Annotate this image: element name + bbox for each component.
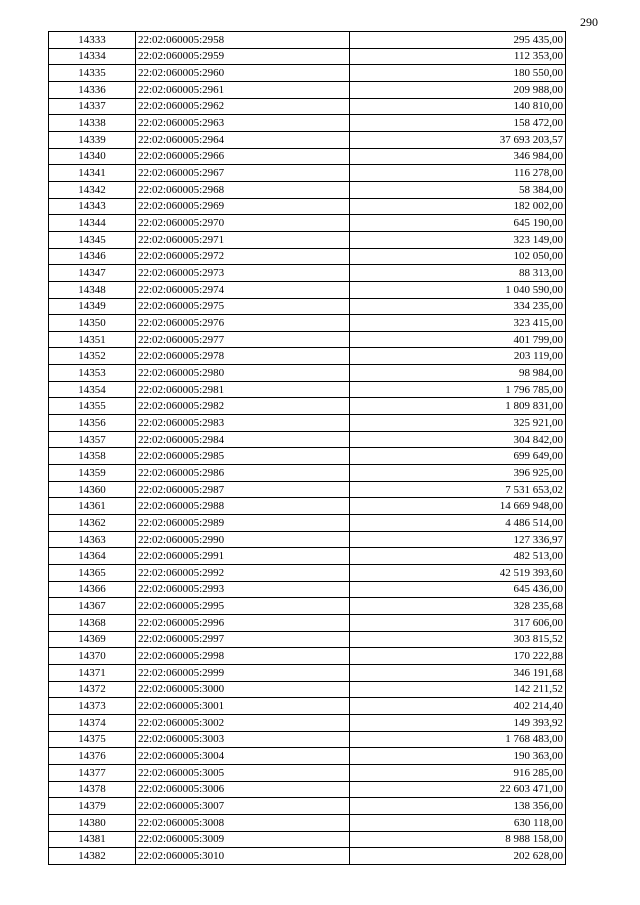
cadastral-value-cell: 4 486 514,00 (350, 515, 566, 532)
cadastral-number-cell: 22:02:060005:2987 (136, 481, 350, 498)
row-number-cell: 14368 (49, 614, 136, 631)
cadastral-number-cell: 22:02:060005:2958 (136, 32, 350, 49)
row-number-cell: 14334 (49, 48, 136, 65)
cadastral-value-cell: 645 436,00 (350, 581, 566, 598)
table-row (49, 614, 566, 631)
row-number-cell: 14349 (49, 298, 136, 315)
row-number-cell: 14373 (49, 698, 136, 715)
cadastral-value-cell: 112 353,00 (350, 48, 566, 65)
cadastral-number-cell: 22:02:060005:3006 (136, 781, 350, 798)
cadastral-value-cell: 304 842,00 (350, 431, 566, 448)
table-row (49, 281, 566, 298)
table-row (49, 664, 566, 681)
row-number-cell: 14382 (49, 848, 136, 865)
cadastral-number-cell: 22:02:060005:2981 (136, 381, 350, 398)
table-row (49, 48, 566, 65)
cadastral-number-cell: 22:02:060005:2988 (136, 498, 350, 515)
row-number-cell: 14336 (49, 81, 136, 98)
cadastral-number-cell: 22:02:060005:2966 (136, 148, 350, 165)
table-row (49, 431, 566, 448)
cadastral-number-cell: 22:02:060005:2972 (136, 248, 350, 265)
table-row (49, 748, 566, 765)
cadastral-value-cell: 346 191,68 (350, 664, 566, 681)
cadastral-number-cell: 22:02:060005:3007 (136, 798, 350, 815)
row-number-cell: 14339 (49, 131, 136, 148)
table-row (49, 731, 566, 748)
row-number-cell: 14338 (49, 115, 136, 132)
row-number-cell: 14348 (49, 281, 136, 298)
cadastral-number-cell: 22:02:060005:2992 (136, 565, 350, 582)
cadastral-value-cell: 88 313,00 (350, 265, 566, 282)
cadastral-number-cell: 22:02:060005:2989 (136, 515, 350, 532)
cadastral-value-cell: 116 278,00 (350, 165, 566, 182)
table-row (49, 248, 566, 265)
table-row (49, 648, 566, 665)
cadastral-value-cell: 1 796 785,00 (350, 381, 566, 398)
table-row (49, 465, 566, 482)
row-number-cell: 14372 (49, 681, 136, 698)
row-number-cell: 14355 (49, 398, 136, 415)
row-number-cell: 14374 (49, 714, 136, 731)
cadastral-number-cell: 22:02:060005:2980 (136, 365, 350, 382)
cadastral-number-cell: 22:02:060005:2970 (136, 215, 350, 232)
cadastral-number-cell: 22:02:060005:2997 (136, 631, 350, 648)
row-number-cell: 14343 (49, 198, 136, 215)
row-number-cell: 14362 (49, 515, 136, 532)
cadastral-value-cell: 328 235,68 (350, 598, 566, 615)
cadastral-value-cell: 8 988 158,00 (350, 831, 566, 848)
cadastral-number-cell: 22:02:060005:3003 (136, 731, 350, 748)
row-number-cell: 14335 (49, 65, 136, 82)
row-number-cell: 14371 (49, 664, 136, 681)
cadastral-number-cell: 22:02:060005:3002 (136, 714, 350, 731)
cadastral-value-cell: 158 472,00 (350, 115, 566, 132)
table-row (49, 798, 566, 815)
table-row (49, 131, 566, 148)
row-number-cell: 14357 (49, 431, 136, 448)
row-number-cell: 14346 (49, 248, 136, 265)
table-row (49, 498, 566, 515)
cadastral-number-cell: 22:02:060005:2976 (136, 315, 350, 332)
row-number-cell: 14337 (49, 98, 136, 115)
cadastral-value-cell: 142 211,52 (350, 681, 566, 698)
cadastral-value-cell: 1 768 483,00 (350, 731, 566, 748)
table-row (49, 631, 566, 648)
table-row (49, 65, 566, 82)
cadastral-value-cell: 1 040 590,00 (350, 281, 566, 298)
cadastral-value-cell: 37 693 203,57 (350, 131, 566, 148)
cadastral-value-table (48, 31, 566, 865)
table-row (49, 315, 566, 332)
table-row (49, 481, 566, 498)
table-row (49, 32, 566, 49)
cadastral-number-cell: 22:02:060005:2963 (136, 115, 350, 132)
row-number-cell: 14341 (49, 165, 136, 182)
cadastral-number-cell: 22:02:060005:2961 (136, 81, 350, 98)
cadastral-value-cell: 22 603 471,00 (350, 781, 566, 798)
cadastral-value-cell: 317 606,00 (350, 614, 566, 631)
cadastral-value-cell: 323 415,00 (350, 315, 566, 332)
row-number-cell: 14340 (49, 148, 136, 165)
row-number-cell: 14380 (49, 814, 136, 831)
cadastral-value-cell: 303 815,52 (350, 631, 566, 648)
cadastral-value-cell: 401 799,00 (350, 331, 566, 348)
cadastral-value-cell: 346 984,00 (350, 148, 566, 165)
cadastral-value-cell: 402 214,40 (350, 698, 566, 715)
cadastral-number-cell: 22:02:060005:2962 (136, 98, 350, 115)
table-row (49, 698, 566, 715)
table-row (49, 581, 566, 598)
cadastral-number-cell: 22:02:060005:2960 (136, 65, 350, 82)
cadastral-value-cell: 334 235,00 (350, 298, 566, 315)
row-number-cell: 14377 (49, 764, 136, 781)
cadastral-value-cell: 42 519 393,60 (350, 565, 566, 582)
cadastral-number-cell: 22:02:060005:3009 (136, 831, 350, 848)
cadastral-value-cell: 209 988,00 (350, 81, 566, 98)
cadastral-value-cell: 14 669 948,00 (350, 498, 566, 515)
row-number-cell: 14358 (49, 448, 136, 465)
cadastral-value-cell: 699 649,00 (350, 448, 566, 465)
cadastral-number-cell: 22:02:060005:2964 (136, 131, 350, 148)
table-row (49, 598, 566, 615)
row-number-cell: 14363 (49, 531, 136, 548)
row-number-cell: 14344 (49, 215, 136, 232)
table-row (49, 531, 566, 548)
row-number-cell: 14376 (49, 748, 136, 765)
cadastral-number-cell: 22:02:060005:2991 (136, 548, 350, 565)
table-row (49, 448, 566, 465)
row-number-cell: 14381 (49, 831, 136, 848)
table-row (49, 165, 566, 182)
row-number-cell: 14366 (49, 581, 136, 598)
cadastral-number-cell: 22:02:060005:2985 (136, 448, 350, 465)
row-number-cell: 14365 (49, 565, 136, 582)
cadastral-number-cell: 22:02:060005:2978 (136, 348, 350, 365)
cadastral-value-cell: 149 393,92 (350, 714, 566, 731)
table-row (49, 848, 566, 865)
cadastral-value-cell: 58 384,00 (350, 181, 566, 198)
cadastral-number-cell: 22:02:060005:3005 (136, 764, 350, 781)
cadastral-value-cell: 323 149,00 (350, 231, 566, 248)
table-row (49, 814, 566, 831)
row-number-cell: 14350 (49, 315, 136, 332)
table-row (49, 215, 566, 232)
table-row (49, 398, 566, 415)
row-number-cell: 14359 (49, 465, 136, 482)
cadastral-number-cell: 22:02:060005:2999 (136, 664, 350, 681)
row-number-cell: 14353 (49, 365, 136, 382)
row-number-cell: 14361 (49, 498, 136, 515)
cadastral-number-cell: 22:02:060005:2983 (136, 415, 350, 432)
cadastral-number-cell: 22:02:060005:2984 (136, 431, 350, 448)
row-number-cell: 14354 (49, 381, 136, 398)
cadastral-value-cell: 7 531 653,02 (350, 481, 566, 498)
table-row (49, 115, 566, 132)
table-row (49, 198, 566, 215)
row-number-cell: 14367 (49, 598, 136, 615)
row-number-cell: 14370 (49, 648, 136, 665)
cadastral-value-cell: 916 285,00 (350, 764, 566, 781)
row-number-cell: 14369 (49, 631, 136, 648)
cadastral-number-cell: 22:02:060005:2971 (136, 231, 350, 248)
table-row (49, 381, 566, 398)
row-number-cell: 14351 (49, 331, 136, 348)
cadastral-number-cell: 22:02:060005:3010 (136, 848, 350, 865)
cadastral-number-cell: 22:02:060005:2969 (136, 198, 350, 215)
cadastral-value-cell: 98 984,00 (350, 365, 566, 382)
table-body (49, 32, 566, 865)
row-number-cell: 14342 (49, 181, 136, 198)
table-row (49, 565, 566, 582)
cadastral-value-cell: 202 628,00 (350, 848, 566, 865)
cadastral-value-cell: 482 513,00 (350, 548, 566, 565)
table-row (49, 81, 566, 98)
table-row (49, 781, 566, 798)
cadastral-number-cell: 22:02:060005:2974 (136, 281, 350, 298)
cadastral-number-cell: 22:02:060005:2996 (136, 614, 350, 631)
table-row (49, 298, 566, 315)
cadastral-number-cell: 22:02:060005:2993 (136, 581, 350, 598)
table-row (49, 714, 566, 731)
table-row (49, 181, 566, 198)
row-number-cell: 14375 (49, 731, 136, 748)
cadastral-number-cell: 22:02:060005:3004 (136, 748, 350, 765)
cadastral-number-cell: 22:02:060005:2982 (136, 398, 350, 415)
row-number-cell: 14347 (49, 265, 136, 282)
table-row (49, 548, 566, 565)
cadastral-value-cell: 102 050,00 (350, 248, 566, 265)
cadastral-number-cell: 22:02:060005:2995 (136, 598, 350, 615)
table-row (49, 831, 566, 848)
cadastral-value-cell: 182 002,00 (350, 198, 566, 215)
table-row (49, 764, 566, 781)
cadastral-value-cell: 1 809 831,00 (350, 398, 566, 415)
table-row (49, 331, 566, 348)
cadastral-value-cell: 180 550,00 (350, 65, 566, 82)
cadastral-number-cell: 22:02:060005:2973 (136, 265, 350, 282)
cadastral-number-cell: 22:02:060005:3001 (136, 698, 350, 715)
cadastral-number-cell: 22:02:060005:2975 (136, 298, 350, 315)
cadastral-number-cell: 22:02:060005:3008 (136, 814, 350, 831)
cadastral-number-cell: 22:02:060005:2998 (136, 648, 350, 665)
cadastral-number-cell: 22:02:060005:2967 (136, 165, 350, 182)
table-row (49, 148, 566, 165)
cadastral-number-cell: 22:02:060005:3000 (136, 681, 350, 698)
cadastral-value-cell: 138 356,00 (350, 798, 566, 815)
cadastral-value-cell: 190 363,00 (350, 748, 566, 765)
cadastral-value-cell: 630 118,00 (350, 814, 566, 831)
cadastral-value-cell: 140 810,00 (350, 98, 566, 115)
table-row (49, 348, 566, 365)
cadastral-number-cell: 22:02:060005:2986 (136, 465, 350, 482)
table-row (49, 415, 566, 432)
cadastral-number-cell: 22:02:060005:2959 (136, 48, 350, 65)
cadastral-value-cell: 645 190,00 (350, 215, 566, 232)
cadastral-number-cell: 22:02:060005:2990 (136, 531, 350, 548)
table-row (49, 265, 566, 282)
row-number-cell: 14356 (49, 415, 136, 432)
row-number-cell: 14345 (49, 231, 136, 248)
page-number: 290 (580, 15, 598, 29)
cadastral-number-cell: 22:02:060005:2977 (136, 331, 350, 348)
table-row (49, 681, 566, 698)
table-row (49, 98, 566, 115)
row-number-cell: 14333 (49, 32, 136, 49)
cadastral-value-cell: 203 119,00 (350, 348, 566, 365)
cadastral-value-cell: 325 921,00 (350, 415, 566, 432)
cadastral-value-cell: 295 435,00 (350, 32, 566, 49)
cadastral-value-cell: 396 925,00 (350, 465, 566, 482)
cadastral-value-cell: 170 222,88 (350, 648, 566, 665)
row-number-cell: 14378 (49, 781, 136, 798)
row-number-cell: 14364 (49, 548, 136, 565)
table-row (49, 515, 566, 532)
row-number-cell: 14379 (49, 798, 136, 815)
row-number-cell: 14360 (49, 481, 136, 498)
row-number-cell: 14352 (49, 348, 136, 365)
table-row (49, 231, 566, 248)
table-row (49, 365, 566, 382)
cadastral-value-cell: 127 336,97 (350, 531, 566, 548)
cadastral-number-cell: 22:02:060005:2968 (136, 181, 350, 198)
